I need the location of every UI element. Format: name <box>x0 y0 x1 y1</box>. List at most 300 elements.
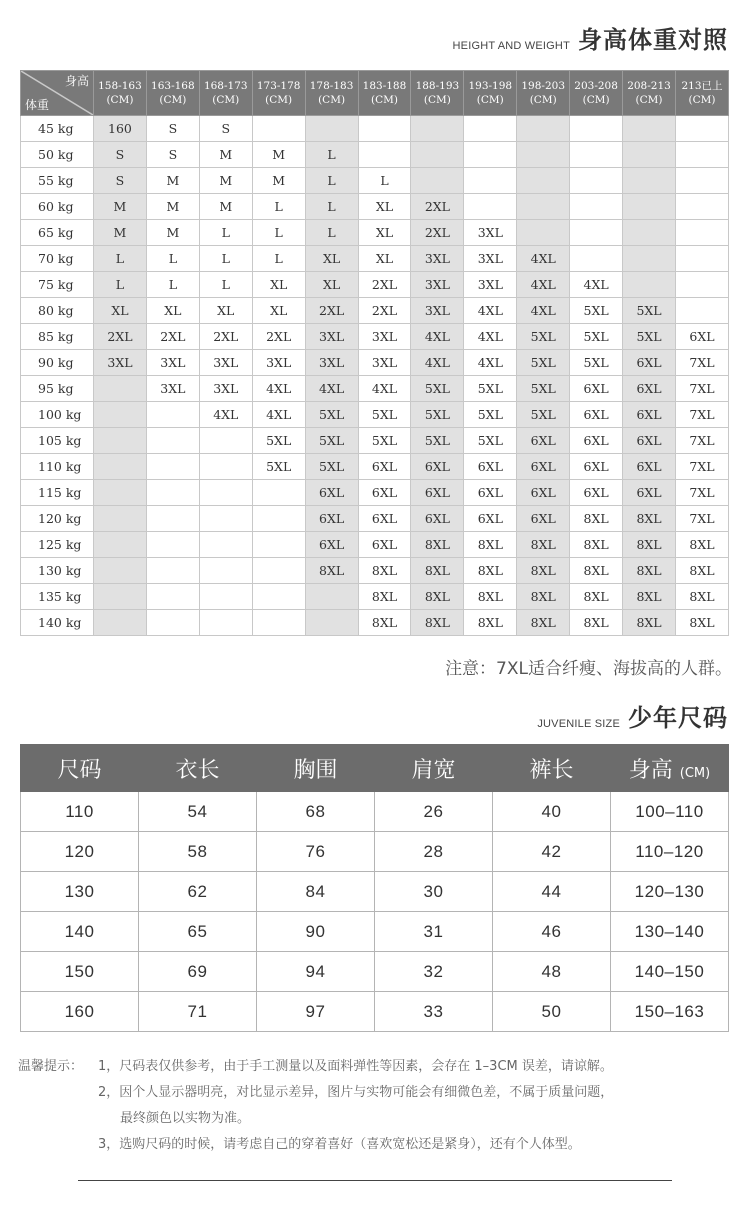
juvenile-cell: 100–110 <box>611 792 729 832</box>
size-cell <box>570 220 623 246</box>
weight-cell: 45 kg <box>21 116 94 142</box>
size-cell: 4XL <box>517 246 570 272</box>
juvenile-cell: 110–120 <box>611 832 729 872</box>
size-cell: XL <box>305 246 358 272</box>
juvenile-col-label: 裤长 <box>529 757 574 783</box>
juvenile-cell: 68 <box>257 792 375 832</box>
size-cell: XL <box>358 194 411 220</box>
size-cell <box>305 116 358 142</box>
height-unit: (CM) <box>318 94 346 106</box>
size-cell <box>199 584 252 610</box>
size-cell: 3XL <box>305 324 358 350</box>
size-cell <box>252 558 305 584</box>
size-cell: 7XL <box>675 454 728 480</box>
size-cell <box>675 116 728 142</box>
size-cell: XL <box>252 298 305 324</box>
juvenile-cell: 94 <box>257 952 375 992</box>
size-cell: 4XL <box>305 376 358 402</box>
size-cell <box>252 480 305 506</box>
size-cell: 8XL <box>570 610 623 636</box>
size-cell <box>252 610 305 636</box>
corner-height-label: 身高 <box>64 74 89 88</box>
juvenile-cell: 140–150 <box>611 952 729 992</box>
size-cell: 4XL <box>411 350 464 376</box>
size-cell: 5XL <box>517 350 570 376</box>
tip-2: 2，因个人显示器明亮，对比显示差异，图片与实物可能会有细微色差，不属于质量问题， <box>98 1085 614 1100</box>
size-cell: 160 <box>94 116 147 142</box>
height-unit: (CM) <box>106 94 134 106</box>
size-cell <box>94 558 147 584</box>
size-cell <box>517 142 570 168</box>
size-cell: 8XL <box>570 584 623 610</box>
size-cell <box>94 428 147 454</box>
juvenile-col-header <box>611 745 729 792</box>
height-range: 168-173 <box>203 80 248 92</box>
height-unit: (CM) <box>265 94 293 106</box>
size-cell: 6XL <box>358 480 411 506</box>
height-col-header <box>517 71 570 116</box>
juvenile-cell: 40 <box>493 792 611 832</box>
size-cell: 8XL <box>675 610 728 636</box>
height-col-header <box>411 71 464 116</box>
size-cell: 6XL <box>305 506 358 532</box>
height-unit: (CM) <box>476 94 504 106</box>
height-col-header <box>464 71 517 116</box>
size-cell: 6XL <box>570 428 623 454</box>
size-cell <box>675 168 728 194</box>
juvenile-size-table <box>20 744 729 1032</box>
size-cell: L <box>358 168 411 194</box>
size-cell: 7XL <box>675 506 728 532</box>
size-cell: 2XL <box>305 298 358 324</box>
juvenile-cell: 97 <box>257 992 375 1032</box>
size-cell <box>623 272 676 298</box>
size-cell: XL <box>199 298 252 324</box>
weight-row <box>21 116 729 142</box>
size-cell: 3XL <box>146 376 199 402</box>
size-cell: 6XL <box>623 428 676 454</box>
size-cell: 6XL <box>623 480 676 506</box>
size-cell: 5XL <box>570 350 623 376</box>
size-cell: M <box>146 168 199 194</box>
weight-cell: 70 kg <box>21 246 94 272</box>
height-col-header <box>199 71 252 116</box>
height-col-header <box>623 71 676 116</box>
size-cell: 6XL <box>358 532 411 558</box>
size-cell <box>199 428 252 454</box>
weight-cell: 125 kg <box>21 532 94 558</box>
size-cell: L <box>146 246 199 272</box>
weight-cell: 65 kg <box>21 220 94 246</box>
size-cell: 8XL <box>358 610 411 636</box>
height-col-header <box>570 71 623 116</box>
size-cell <box>570 194 623 220</box>
weight-row <box>21 350 729 376</box>
weight-cell: 95 kg <box>21 376 94 402</box>
weight-cell: 130 kg <box>21 558 94 584</box>
size-cell: 5XL <box>305 402 358 428</box>
size-cell: XL <box>305 272 358 298</box>
size-cell: 4XL <box>464 350 517 376</box>
size-cell <box>199 480 252 506</box>
size-cell: M <box>146 220 199 246</box>
height-unit: (CM) <box>679 765 711 781</box>
size-cell: XL <box>94 298 147 324</box>
size-cell: 8XL <box>517 558 570 584</box>
size-cell: 5XL <box>411 428 464 454</box>
size-cell: 6XL <box>305 480 358 506</box>
size-cell: 6XL <box>570 402 623 428</box>
juvenile-cell: 28 <box>375 832 493 872</box>
size-cell: 3XL <box>411 298 464 324</box>
size-cell: 5XL <box>305 454 358 480</box>
height-col-header <box>675 71 728 116</box>
size-cell <box>623 116 676 142</box>
tips-block <box>18 1054 613 1158</box>
size-cell: 2XL <box>94 324 147 350</box>
tip-3: 3，选购尺码的时候，请考虑自己的穿着喜好（喜欢宽松还是紧身），还有个人体型。 <box>98 1137 581 1152</box>
size-cell: 7XL <box>675 376 728 402</box>
size-cell: 5XL <box>464 402 517 428</box>
size-cell: 5XL <box>517 402 570 428</box>
size-cell: 8XL <box>358 558 411 584</box>
size-cell: 4XL <box>517 272 570 298</box>
size-cell <box>411 168 464 194</box>
size-cell <box>675 220 728 246</box>
size-cell: 6XL <box>570 376 623 402</box>
juvenile-row <box>21 912 729 952</box>
size-cell: L <box>199 272 252 298</box>
size-cell: 6XL <box>464 506 517 532</box>
size-cell: 8XL <box>623 506 676 532</box>
size-cell: 8XL <box>623 584 676 610</box>
weight-cell: 110 kg <box>21 454 94 480</box>
title-en: HEIGHT AND WEIGHT <box>452 40 570 52</box>
size-cell: 2XL <box>411 194 464 220</box>
size-cell: L <box>94 272 147 298</box>
size-cell: 4XL <box>252 376 305 402</box>
size-cell <box>252 506 305 532</box>
juvenile-cell: 90 <box>257 912 375 952</box>
size-cell: 6XL <box>305 532 358 558</box>
juvenile-header-row <box>21 745 729 792</box>
size-cell <box>464 116 517 142</box>
size-cell: 8XL <box>411 532 464 558</box>
height-col-header <box>358 71 411 116</box>
size-cell: 3XL <box>146 350 199 376</box>
size-cell: 3XL <box>358 350 411 376</box>
size-cell <box>305 584 358 610</box>
weight-cell: 135 kg <box>21 584 94 610</box>
size-cell: 8XL <box>464 610 517 636</box>
tip-row <box>18 1054 613 1080</box>
juvenile-cell: 130 <box>21 872 139 912</box>
juvenile-row <box>21 872 729 912</box>
corner-weight-label: 体重 <box>25 98 50 112</box>
size-cell <box>94 610 147 636</box>
juvenile-cell: 84 <box>257 872 375 912</box>
tip-2-cont: 最终颜色以实物为准。 <box>120 1111 251 1126</box>
weight-row <box>21 376 729 402</box>
weight-cell: 115 kg <box>21 480 94 506</box>
weight-cell: 60 kg <box>21 194 94 220</box>
size-cell: 6XL <box>517 480 570 506</box>
size-cell: 8XL <box>411 558 464 584</box>
juvenile-cell: 46 <box>493 912 611 952</box>
height-unit: (CM) <box>212 94 240 106</box>
size-cell: 5XL <box>570 324 623 350</box>
size-cell: 6XL <box>675 324 728 350</box>
size-cell: 3XL <box>464 220 517 246</box>
size-cell: 4XL <box>517 298 570 324</box>
size-cell: 5XL <box>411 376 464 402</box>
size-cell: 4XL <box>570 272 623 298</box>
size-cell: 3XL <box>464 272 517 298</box>
weight-row <box>21 610 729 636</box>
juvenile-col-label: 衣长 <box>175 757 220 783</box>
tip-row <box>18 1132 613 1158</box>
size-cell <box>411 116 464 142</box>
size-cell <box>675 246 728 272</box>
height-weight-table <box>20 70 729 636</box>
height-col-header <box>146 71 199 116</box>
size-cell: 6XL <box>411 480 464 506</box>
size-cell: M <box>94 220 147 246</box>
size-cell <box>570 246 623 272</box>
size-cell: M <box>252 142 305 168</box>
juvenile-title <box>537 698 728 733</box>
size-cell <box>675 142 728 168</box>
weight-cell: 75 kg <box>21 272 94 298</box>
size-cell <box>146 610 199 636</box>
tip-1: 1，尺码表仅供参考，由于手工测量以及面料弹性等因素，会存在 1–3CM 误差，请谅解。 <box>98 1059 613 1074</box>
size-cell: 4XL <box>199 402 252 428</box>
size-cell: 8XL <box>517 584 570 610</box>
size-cell: L <box>94 246 147 272</box>
weight-cell: 105 kg <box>21 428 94 454</box>
size-cell: 3XL <box>358 324 411 350</box>
size-cell <box>146 402 199 428</box>
size-cell <box>94 402 147 428</box>
size-cell: 8XL <box>623 532 676 558</box>
size-cell <box>675 194 728 220</box>
size-cell <box>358 116 411 142</box>
size-cell: 5XL <box>411 402 464 428</box>
weight-row <box>21 246 729 272</box>
size-cell: 8XL <box>675 584 728 610</box>
size-cell: 2XL <box>358 272 411 298</box>
weight-row <box>21 324 729 350</box>
juvenile-row <box>21 952 729 992</box>
size-cell: 5XL <box>252 454 305 480</box>
size-cell: 6XL <box>623 376 676 402</box>
juvenile-cell: 65 <box>139 912 257 952</box>
size-cell <box>94 480 147 506</box>
size-cell <box>199 610 252 636</box>
tips-label: 温馨提示： <box>18 1059 84 1074</box>
juvenile-cell: 54 <box>139 792 257 832</box>
size-cell: 5XL <box>623 298 676 324</box>
size-cell: 8XL <box>464 532 517 558</box>
size-cell: 3XL <box>464 246 517 272</box>
juvenile-cell: 33 <box>375 992 493 1032</box>
divider <box>78 1180 672 1181</box>
size-cell: 3XL <box>199 350 252 376</box>
size-cell: 6XL <box>623 402 676 428</box>
size-cell: 3XL <box>199 376 252 402</box>
size-cell <box>623 168 676 194</box>
size-cell: M <box>199 168 252 194</box>
height-range: 163-168 <box>151 80 195 92</box>
size-cell <box>570 168 623 194</box>
size-cell: XL <box>358 246 411 272</box>
size-cell <box>94 506 147 532</box>
size-cell: XL <box>358 220 411 246</box>
juvenile-title-zh: 少年尺码 <box>628 704 728 732</box>
height-range: 183-188 <box>362 80 407 92</box>
juvenile-cell: 110 <box>21 792 139 832</box>
size-cell <box>464 194 517 220</box>
size-cell: L <box>305 168 358 194</box>
size-cell <box>199 454 252 480</box>
height-range: 158-163 <box>98 80 142 92</box>
size-cell: 8XL <box>570 558 623 584</box>
size-cell: 5XL <box>464 376 517 402</box>
size-cell: S <box>146 116 199 142</box>
height-unit: (CM) <box>529 94 557 106</box>
size-cell <box>623 220 676 246</box>
size-cell <box>94 532 147 558</box>
size-cell: 7XL <box>675 428 728 454</box>
size-cell: L <box>252 194 305 220</box>
size-cell: 2XL <box>411 220 464 246</box>
juvenile-cell: 26 <box>375 792 493 832</box>
size-cell: 6XL <box>358 454 411 480</box>
size-cell <box>464 168 517 194</box>
juvenile-cell: 42 <box>493 832 611 872</box>
size-cell <box>623 142 676 168</box>
size-cell <box>252 532 305 558</box>
weight-row <box>21 220 729 246</box>
juvenile-col-label: 尺码 <box>57 757 102 783</box>
height-range: 208-213 <box>627 80 671 92</box>
tip-row <box>18 1106 613 1132</box>
size-cell <box>411 142 464 168</box>
size-cell <box>623 246 676 272</box>
size-cell: 8XL <box>675 532 728 558</box>
height-weight-title <box>453 20 728 55</box>
weight-cell: 120 kg <box>21 506 94 532</box>
size-cell: 8XL <box>464 558 517 584</box>
size-cell: 6XL <box>517 428 570 454</box>
juvenile-row <box>21 992 729 1032</box>
size-cell: 8XL <box>358 584 411 610</box>
juvenile-col-header <box>493 745 611 792</box>
juvenile-cell: 48 <box>493 952 611 992</box>
size-cell: 3XL <box>252 350 305 376</box>
size-cell: 6XL <box>411 506 464 532</box>
juvenile-cell: 150 <box>21 952 139 992</box>
size-cell <box>675 298 728 324</box>
juvenile-cell: 69 <box>139 952 257 992</box>
weight-cell: 50 kg <box>21 142 94 168</box>
size-cell: 5XL <box>464 428 517 454</box>
size-cell <box>146 584 199 610</box>
size-cell: 6XL <box>517 454 570 480</box>
juvenile-cell: 150–163 <box>611 992 729 1032</box>
size-cell: 8XL <box>623 558 676 584</box>
height-range: 203-208 <box>574 80 618 92</box>
size-cell <box>358 142 411 168</box>
size-cell: XL <box>252 272 305 298</box>
height-range: 213已上 <box>681 80 723 92</box>
size-cell: 3XL <box>94 350 147 376</box>
size-cell: 5XL <box>517 324 570 350</box>
height-unit: (CM) <box>635 94 663 106</box>
height-unit: (CM) <box>370 94 398 106</box>
size-cell: 4XL <box>464 298 517 324</box>
juvenile-col-header <box>139 745 257 792</box>
size-cell: 8XL <box>623 610 676 636</box>
size-cell <box>464 142 517 168</box>
size-cell: 3XL <box>411 272 464 298</box>
size-cell <box>94 584 147 610</box>
weight-row <box>21 584 729 610</box>
height-unit: (CM) <box>582 94 610 106</box>
juvenile-cell: 120 <box>21 832 139 872</box>
height-range: 178-183 <box>309 80 354 92</box>
size-cell: 6XL <box>464 480 517 506</box>
juvenile-cell: 58 <box>139 832 257 872</box>
height-col-header <box>94 71 147 116</box>
weight-row <box>21 272 729 298</box>
size-cell <box>146 558 199 584</box>
size-cell: L <box>305 194 358 220</box>
size-cell: S <box>94 142 147 168</box>
size-cell <box>570 142 623 168</box>
size-cell: L <box>199 246 252 272</box>
size-cell: 7XL <box>675 480 728 506</box>
juvenile-col-header <box>257 745 375 792</box>
size-cell: 6XL <box>411 454 464 480</box>
weight-row <box>21 480 729 506</box>
weight-row <box>21 298 729 324</box>
size-cell <box>570 116 623 142</box>
juvenile-cell: 160 <box>21 992 139 1032</box>
height-col-header <box>305 71 358 116</box>
title-zh: 身高体重对照 <box>578 26 728 54</box>
size-cell: M <box>252 168 305 194</box>
size-cell: 7XL <box>675 350 728 376</box>
size-cell: 5XL <box>570 298 623 324</box>
size-cell: 5XL <box>252 428 305 454</box>
corner-cell <box>21 71 94 116</box>
weight-row <box>21 532 729 558</box>
weight-row <box>21 558 729 584</box>
size-cell: L <box>252 246 305 272</box>
height-range: 198-203 <box>521 80 566 92</box>
size-cell: M <box>94 194 147 220</box>
size-cell: S <box>94 168 147 194</box>
chart-header-row <box>21 71 729 116</box>
size-cell: XL <box>146 298 199 324</box>
weight-row <box>21 194 729 220</box>
tip-row <box>18 1080 613 1106</box>
weight-cell: 80 kg <box>21 298 94 324</box>
size-cell <box>675 272 728 298</box>
size-cell <box>146 480 199 506</box>
weight-cell: 85 kg <box>21 324 94 350</box>
